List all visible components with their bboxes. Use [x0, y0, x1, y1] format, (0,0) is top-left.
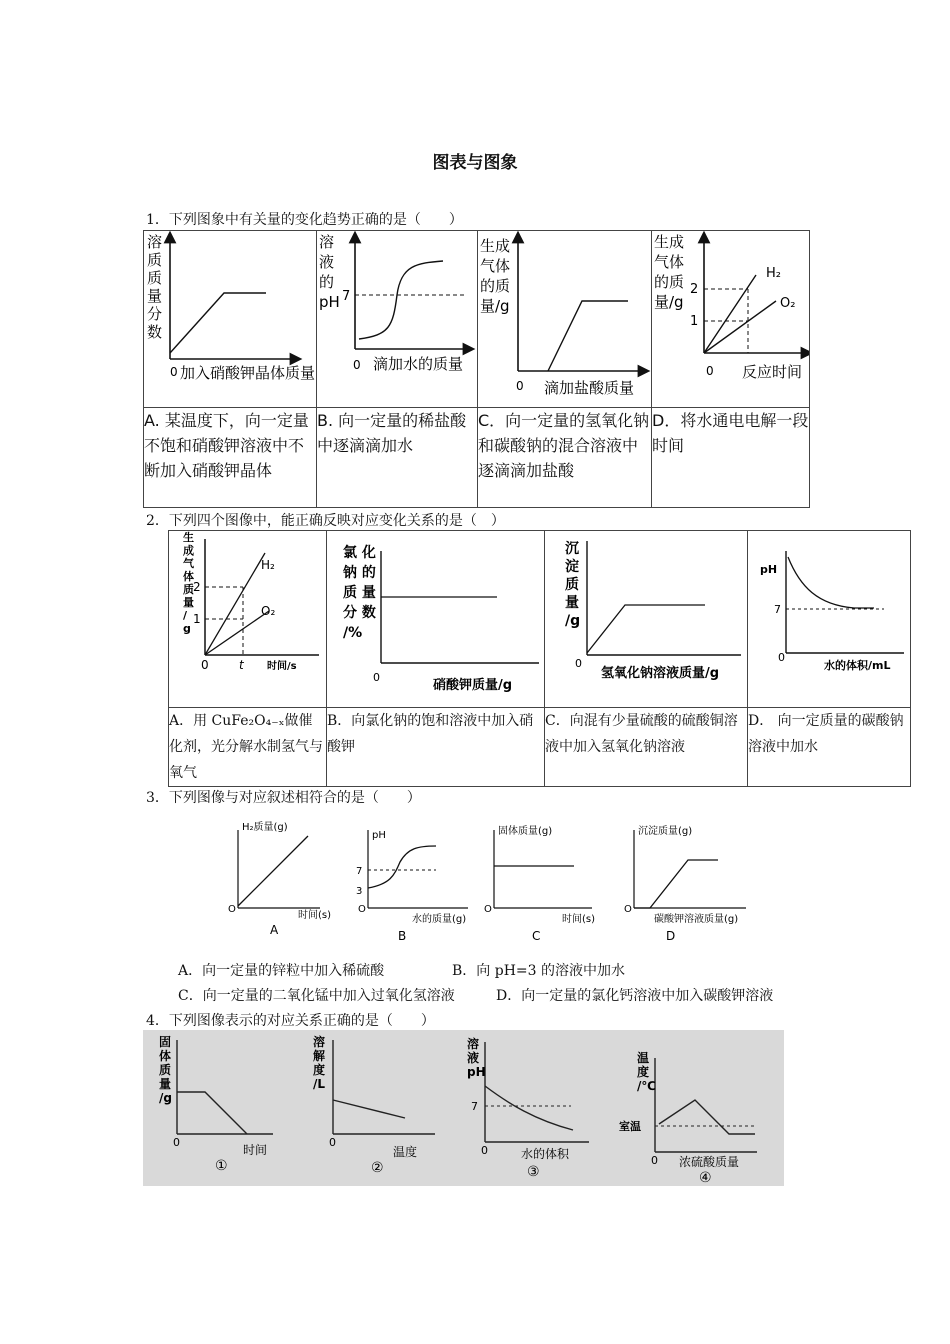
- x-label: 浓硫酸质量: [679, 1155, 740, 1169]
- letter: C: [532, 929, 541, 943]
- y-label: H₂质量(g): [242, 822, 288, 833]
- y-label: pH: [760, 563, 778, 576]
- x-label: 时间/s: [267, 661, 297, 672]
- q1-caption-c: C．向一定量的氢氧化钠和碳酸钠的混合溶液中逐滴滴加盐酸: [478, 408, 652, 508]
- y-label: 固体质量/g: [159, 1035, 172, 1105]
- tick-1: 1: [193, 612, 201, 626]
- x-label: 水的质量(g): [412, 914, 467, 925]
- question-2-stem: 2．下列四个图像中，能正确反映对应变化关系的是（ ）: [146, 513, 505, 529]
- y-label: 生成气体的质量/g: [480, 237, 511, 315]
- series-o2-label: O₂: [780, 296, 796, 311]
- curve: [587, 605, 705, 653]
- tick-2: 2: [193, 580, 201, 594]
- chart-number: ①: [215, 1158, 228, 1174]
- q1-caption-b: B. 向一定量的稀盐酸中逐滴滴加水: [317, 408, 478, 508]
- x-label: 反应时间: [742, 363, 803, 381]
- q3-chart-c: [484, 824, 595, 943]
- h2-line: [205, 553, 265, 655]
- q2-chart-c-svg: [545, 531, 747, 703]
- q3-chart-d: [624, 824, 746, 943]
- x-label: 硝酸钾质量/g: [433, 678, 513, 693]
- y-label: 溶液 pH: [467, 1037, 486, 1079]
- tick-3: 3: [356, 886, 363, 897]
- x-label: 温度: [393, 1145, 418, 1159]
- origin-label: 0: [353, 358, 361, 372]
- x-label: 水的体积: [521, 1147, 570, 1161]
- curve: [485, 1086, 573, 1130]
- y-label: 溶液的 pH: [319, 233, 340, 311]
- o2-line: [704, 301, 776, 353]
- letter: D: [666, 929, 676, 943]
- origin-label: 0: [201, 658, 209, 672]
- origin-label: 0: [516, 379, 524, 393]
- q2-chart-b: [327, 531, 545, 708]
- curve: [368, 846, 436, 888]
- q3-option-d: D．向一定量的氯化钙溶液中加入碳酸钾溶液: [496, 988, 774, 1004]
- curve: [359, 261, 443, 339]
- q2-chart-c: [545, 531, 748, 708]
- q1-caption-d: D．将水通电电解一段时间: [652, 408, 810, 508]
- curve: [170, 293, 266, 353]
- origin-label: 0: [373, 671, 380, 684]
- x-label: 水的体积/mL: [824, 659, 891, 672]
- q2-chart-d: [748, 531, 911, 708]
- series-h2-label: H₂: [261, 558, 275, 572]
- q2-caption-b: B．向氯化钠的饱和溶液中加入硝酸钾: [327, 708, 545, 787]
- curve: [659, 1100, 755, 1134]
- q2-chart-a-svg: [169, 531, 326, 703]
- origin-label: 0: [575, 657, 582, 670]
- chart-number: ④: [699, 1170, 712, 1186]
- x-label: 滴加盐酸质量: [544, 379, 635, 397]
- o2-line: [205, 611, 269, 655]
- series-o2-label: O₂: [261, 604, 276, 618]
- series-h2-label: H₂: [766, 266, 781, 281]
- origin-label: O: [484, 904, 492, 915]
- curve: [548, 301, 628, 371]
- y-label: 生成气体的质量/g: [654, 233, 685, 311]
- origin-label: 0: [778, 651, 785, 664]
- origin-label: O: [624, 904, 632, 915]
- q4-figures: [143, 1030, 784, 1186]
- tick-7: 7: [774, 603, 781, 616]
- tick-1: 1: [690, 314, 699, 329]
- curve: [333, 1100, 405, 1118]
- origin-label: O: [228, 904, 236, 915]
- x-label: 加入硝酸钾晶体质量: [180, 364, 316, 382]
- chart-number: ③: [527, 1164, 540, 1180]
- q4-chart-3: [467, 1036, 589, 1180]
- question-1-stem: 1．下列图象中有关量的变化趋势正确的是（ ）: [146, 212, 463, 228]
- curve: [788, 557, 874, 608]
- origin-label: 0: [481, 1144, 488, 1157]
- q1-chart-b-svg: [317, 231, 477, 403]
- y-label: 沉淀质量/g: [565, 541, 581, 629]
- letter: B: [398, 929, 407, 943]
- line: [238, 836, 308, 906]
- x-label: 碳酸钾溶液质量(g): [654, 914, 739, 925]
- tick-7: 7: [342, 289, 351, 304]
- origin-label: 0: [170, 365, 178, 379]
- y-label: 氯 化钠 的质 量分 数/%: [343, 545, 376, 641]
- q2-chart-b-svg: [327, 531, 544, 703]
- q2-caption-d: D． 向一定质量的碳酸钠溶液中加水: [748, 708, 911, 787]
- q4-photo: [143, 1030, 784, 1186]
- q4-chart-4: [619, 1050, 757, 1186]
- y-label: pH: [372, 830, 386, 841]
- x-label: 时间(s): [298, 910, 332, 921]
- origin-label: 0: [706, 364, 714, 378]
- q1-caption-a: A. 某温度下，向一定量不饱和硝酸钾溶液中不断加入硝酸钾晶体: [144, 408, 317, 508]
- q1-chart-a-svg: [144, 231, 316, 403]
- letter: A: [270, 923, 279, 937]
- q2-caption-a: A．用 CuFe₂O₄₋ₓ做催化剂，光分解水制氢气与氧气: [169, 708, 327, 787]
- tick-7: 7: [356, 866, 363, 877]
- tick-7: 7: [471, 1100, 478, 1113]
- question-1-table: [143, 230, 810, 508]
- x-label: 氢氧化钠溶液质量/g: [601, 666, 720, 681]
- y-label: 固体质量(g): [498, 826, 553, 837]
- question-4-stem: 4．下列图像表示的对应关系正确的是（ ）: [146, 1013, 435, 1029]
- curve: [177, 1092, 247, 1134]
- y-label: 温度/℃: [637, 1051, 656, 1093]
- q3-option-a: A．向一定量的锌粒中加入稀硫酸: [178, 963, 385, 979]
- question-2-table: [168, 530, 911, 787]
- q2-chart-a: [169, 531, 327, 708]
- question-3-stem: 3．下列图像与对应叙述相符合的是（ ）: [146, 790, 421, 806]
- q3-option-b: B．向 pH=3 的溶液中加水: [452, 963, 625, 979]
- origin-label: O: [358, 904, 366, 915]
- x-label: 时间(s): [562, 914, 596, 925]
- tick-t: t: [239, 658, 244, 672]
- q2-caption-c: C．向混有少量硫酸的硫酸铜溶液中加入氢氧化钠溶液: [545, 708, 748, 787]
- q3-chart-a: [228, 820, 331, 937]
- tick-2: 2: [690, 282, 699, 297]
- x-label: 滴加水的质量: [373, 355, 464, 373]
- origin-label: 0: [173, 1136, 180, 1149]
- y-label: 溶质质量分数: [147, 233, 163, 341]
- q2-chart-d-svg: [748, 531, 910, 703]
- q3-figures: [222, 812, 782, 946]
- q1-chart-c: [478, 231, 652, 408]
- chart-number: ②: [371, 1160, 384, 1176]
- q1-chart-d-svg: [652, 231, 809, 403]
- y-label: 沉淀质量(g): [638, 826, 693, 837]
- y-label: 生成气体质量/ g: [183, 531, 194, 635]
- q4-chart-2: [313, 1034, 435, 1176]
- y-label: 溶解度/L: [313, 1035, 326, 1091]
- tick-room-temp: 室温: [619, 1120, 641, 1133]
- q1-chart-d: [652, 231, 810, 408]
- curve: [634, 860, 718, 908]
- x-label: 时间: [243, 1143, 268, 1157]
- q4-chart-1: [159, 1035, 273, 1174]
- q1-chart-b: [317, 231, 478, 408]
- q3-option-c: C．向一定量的二氧化锰中加入过氧化氢溶液: [178, 988, 455, 1004]
- origin-label: 0: [651, 1154, 658, 1167]
- q1-chart-c-svg: [478, 231, 651, 403]
- origin-label: 0: [329, 1136, 336, 1149]
- page-title: 图表与图象: [432, 153, 518, 173]
- q1-chart-a: [144, 231, 317, 408]
- q3-chart-b: [356, 830, 468, 943]
